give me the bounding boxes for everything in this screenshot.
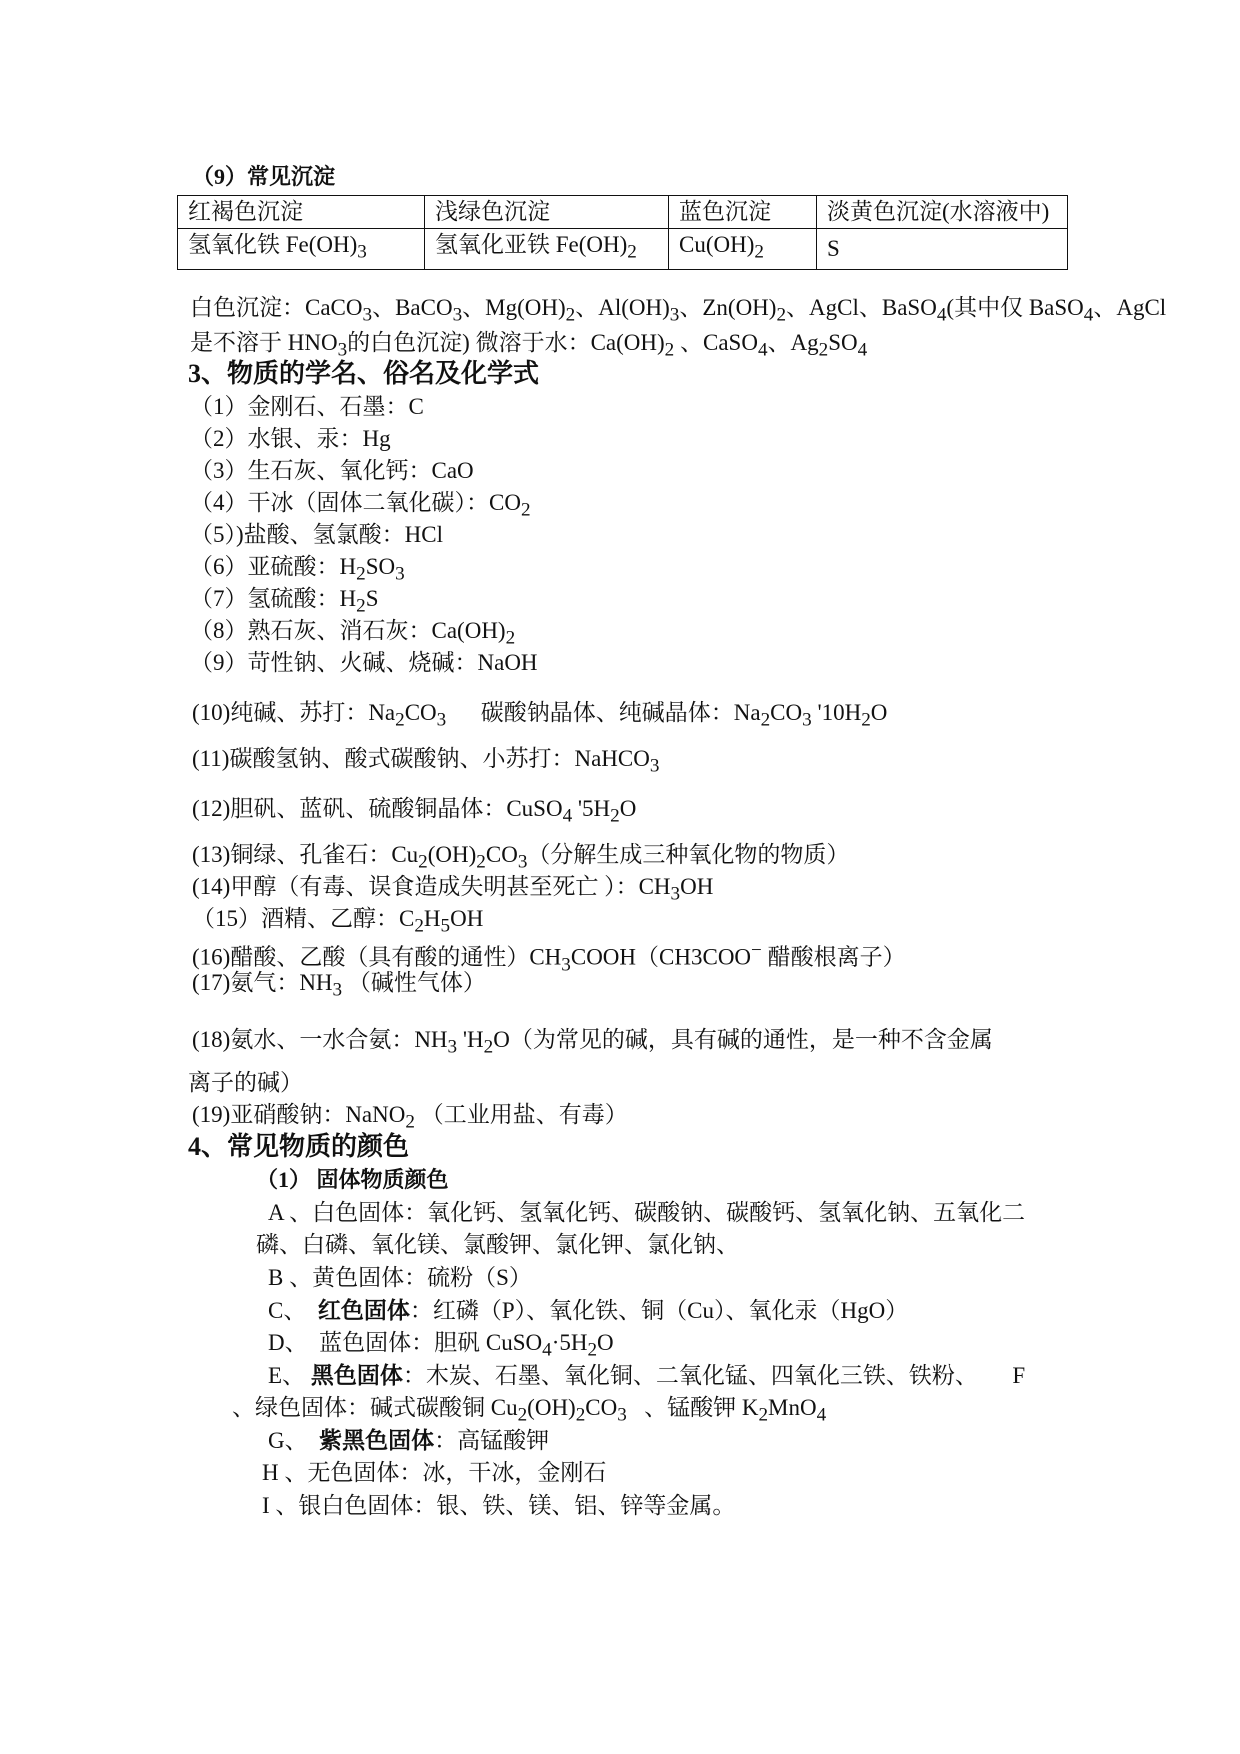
- list-item: (13)铜绿、孔雀石：$Cu_2(OH)_2CO_3$（分解生成三种氧化物的物质）: [192, 842, 850, 873]
- list-item: （4）干冰（固体二氧化碳）：$CO_2$: [190, 490, 531, 521]
- list-item: H 、无色固体：冰，干冰，金刚石: [262, 1460, 607, 1485]
- list-item: （15）酒精、乙醇：$C_2H_5OH$: [192, 906, 484, 937]
- list-item: （2）水银、汞：Hg: [190, 426, 391, 451]
- list-item: (11)碳酸氢钠、酸式碳酸钠、小苏打：NaHCO$_3$: [192, 746, 660, 777]
- list-item: G、 紫黑色固体：高锰酸钾: [268, 1428, 550, 1453]
- list-item: A 、白色固体：氧化钙、氢氧化钙、碳酸钠、碳酸钙、氢氧化钠、五氧化二: [268, 1200, 1026, 1225]
- table-row: [178, 229, 1068, 270]
- list-item: （1）金刚石、石墨：C: [190, 394, 424, 419]
- list-item: B 、黄色固体：硫粉（S）: [268, 1265, 532, 1290]
- list-item: (10)纯碱、苏打：$Na_2CO_3$ 碳酸钠晶体、纯碱晶体：$Na_2CO_3$ '$10H_2O$: [192, 700, 888, 731]
- list-item: (17)氨气：$NH_3$ （碱性气体）: [192, 970, 486, 1001]
- list-item: (16)醋酸、乙酸（具有酸的通性）$CH_3COOH(CH3COO^-$ 醋酸根离子）: [192, 940, 906, 976]
- list-item: （9）苛性钠、火碱、烧碱：NaOH: [190, 650, 538, 675]
- section-4-title: 4、常见物质的颜色: [188, 1132, 410, 1161]
- white-precipitate-line-1: 白色沉淀：CaCO$_3$、BaCO$_3$、$Mg(OH)_2$、$Al(OH)_3$、$Zn(OH)_2$、AgCl、BaSO$_4$(其中仅 BaSO$_4$、AgCl: [190, 295, 1167, 326]
- solid-colors-title: （1） 固体物质颜色: [256, 1167, 449, 1192]
- list-item: （6）亚硫酸：$H_2SO_3$: [190, 554, 405, 585]
- list-item: (14)甲醇（有毒、误食造成失明甚至死亡 ）：$CH_3OH$: [192, 874, 714, 905]
- list-item: (12)胆矾、蓝矾、硫酸铜晶体：CuSO$_4$ '$5H_2O$: [192, 796, 637, 827]
- list-item-continuation: 、绿色固体：碱式碳酸铜 $Cu_2(OH)_2CO_3$ 、锰酸钾 $K_2MnO_4$: [232, 1395, 827, 1426]
- precipitate-table: [177, 195, 1068, 270]
- table-header-cell: 浅绿色沉淀: [425, 196, 669, 229]
- list-item: D、 蓝色固体：胆矾 $CuSO_4\cdot 5H_2O$: [268, 1330, 614, 1361]
- list-item: (19)亚硝酸钠：NaNO$_2$ （工业用盐、有毒）: [192, 1102, 628, 1133]
- table-header-cell: 红褐色沉淀: [178, 196, 425, 229]
- section-9-title: （9）常见沉淀: [192, 164, 336, 189]
- list-item-continuation: 磷、白磷、氧化镁、氯酸钾、氯化钾、氯化钠、: [256, 1232, 739, 1257]
- section-3-title: 3、物质的学名、俗名及化学式: [188, 359, 540, 388]
- table-cell: 氢氧化亚铁 $Fe(OH)_2$: [425, 229, 669, 270]
- table-cell: $Cu(OH)_2$: [669, 229, 817, 270]
- table-header-cell: 淡黄色沉淀(水溶液中): [817, 196, 1068, 229]
- list-item-continuation: 离子的碱）: [188, 1070, 303, 1095]
- list-item: E、 黑色固体：木炭、石墨、氧化铜、二氧化锰、四氧化三铁、铁粉、 F: [268, 1363, 1026, 1388]
- list-item: （5）)盐酸、氢氯酸：HCl: [190, 522, 443, 547]
- table-header-row: [178, 196, 1068, 229]
- list-item: C、 红色固体：红磷（P）、氧化铁、铜（Cu）、氧化汞（HgO）: [268, 1298, 909, 1323]
- list-item: （8）熟石灰、消石灰：$Ca(OH)_2$: [190, 618, 516, 649]
- white-precipitate-line-2: 是不溶于 $HNO_3$的白色沉淀) 微溶于水：$Ca(OH)_2$ 、CaSO$_4$、$Ag_2SO_4$: [190, 330, 868, 361]
- table-cell: S: [817, 229, 1068, 270]
- list-item: （7）氢硫酸：$H_2S$: [190, 586, 379, 617]
- list-item: (18)氨水、一水合氨：$NH_3$ '$H_2O$（为常见的碱，具有碱的通性，是一种不含金属: [192, 1027, 993, 1058]
- table-cell: 氢氧化铁 $Fe(OH)_3$: [178, 229, 425, 270]
- table-header-cell: 蓝色沉淀: [669, 196, 817, 229]
- list-item: I 、银白色固体：银、铁、镁、铝、锌等金属。: [262, 1493, 736, 1518]
- list-item: （3）生石灰、氧化钙：CaO: [190, 458, 474, 483]
